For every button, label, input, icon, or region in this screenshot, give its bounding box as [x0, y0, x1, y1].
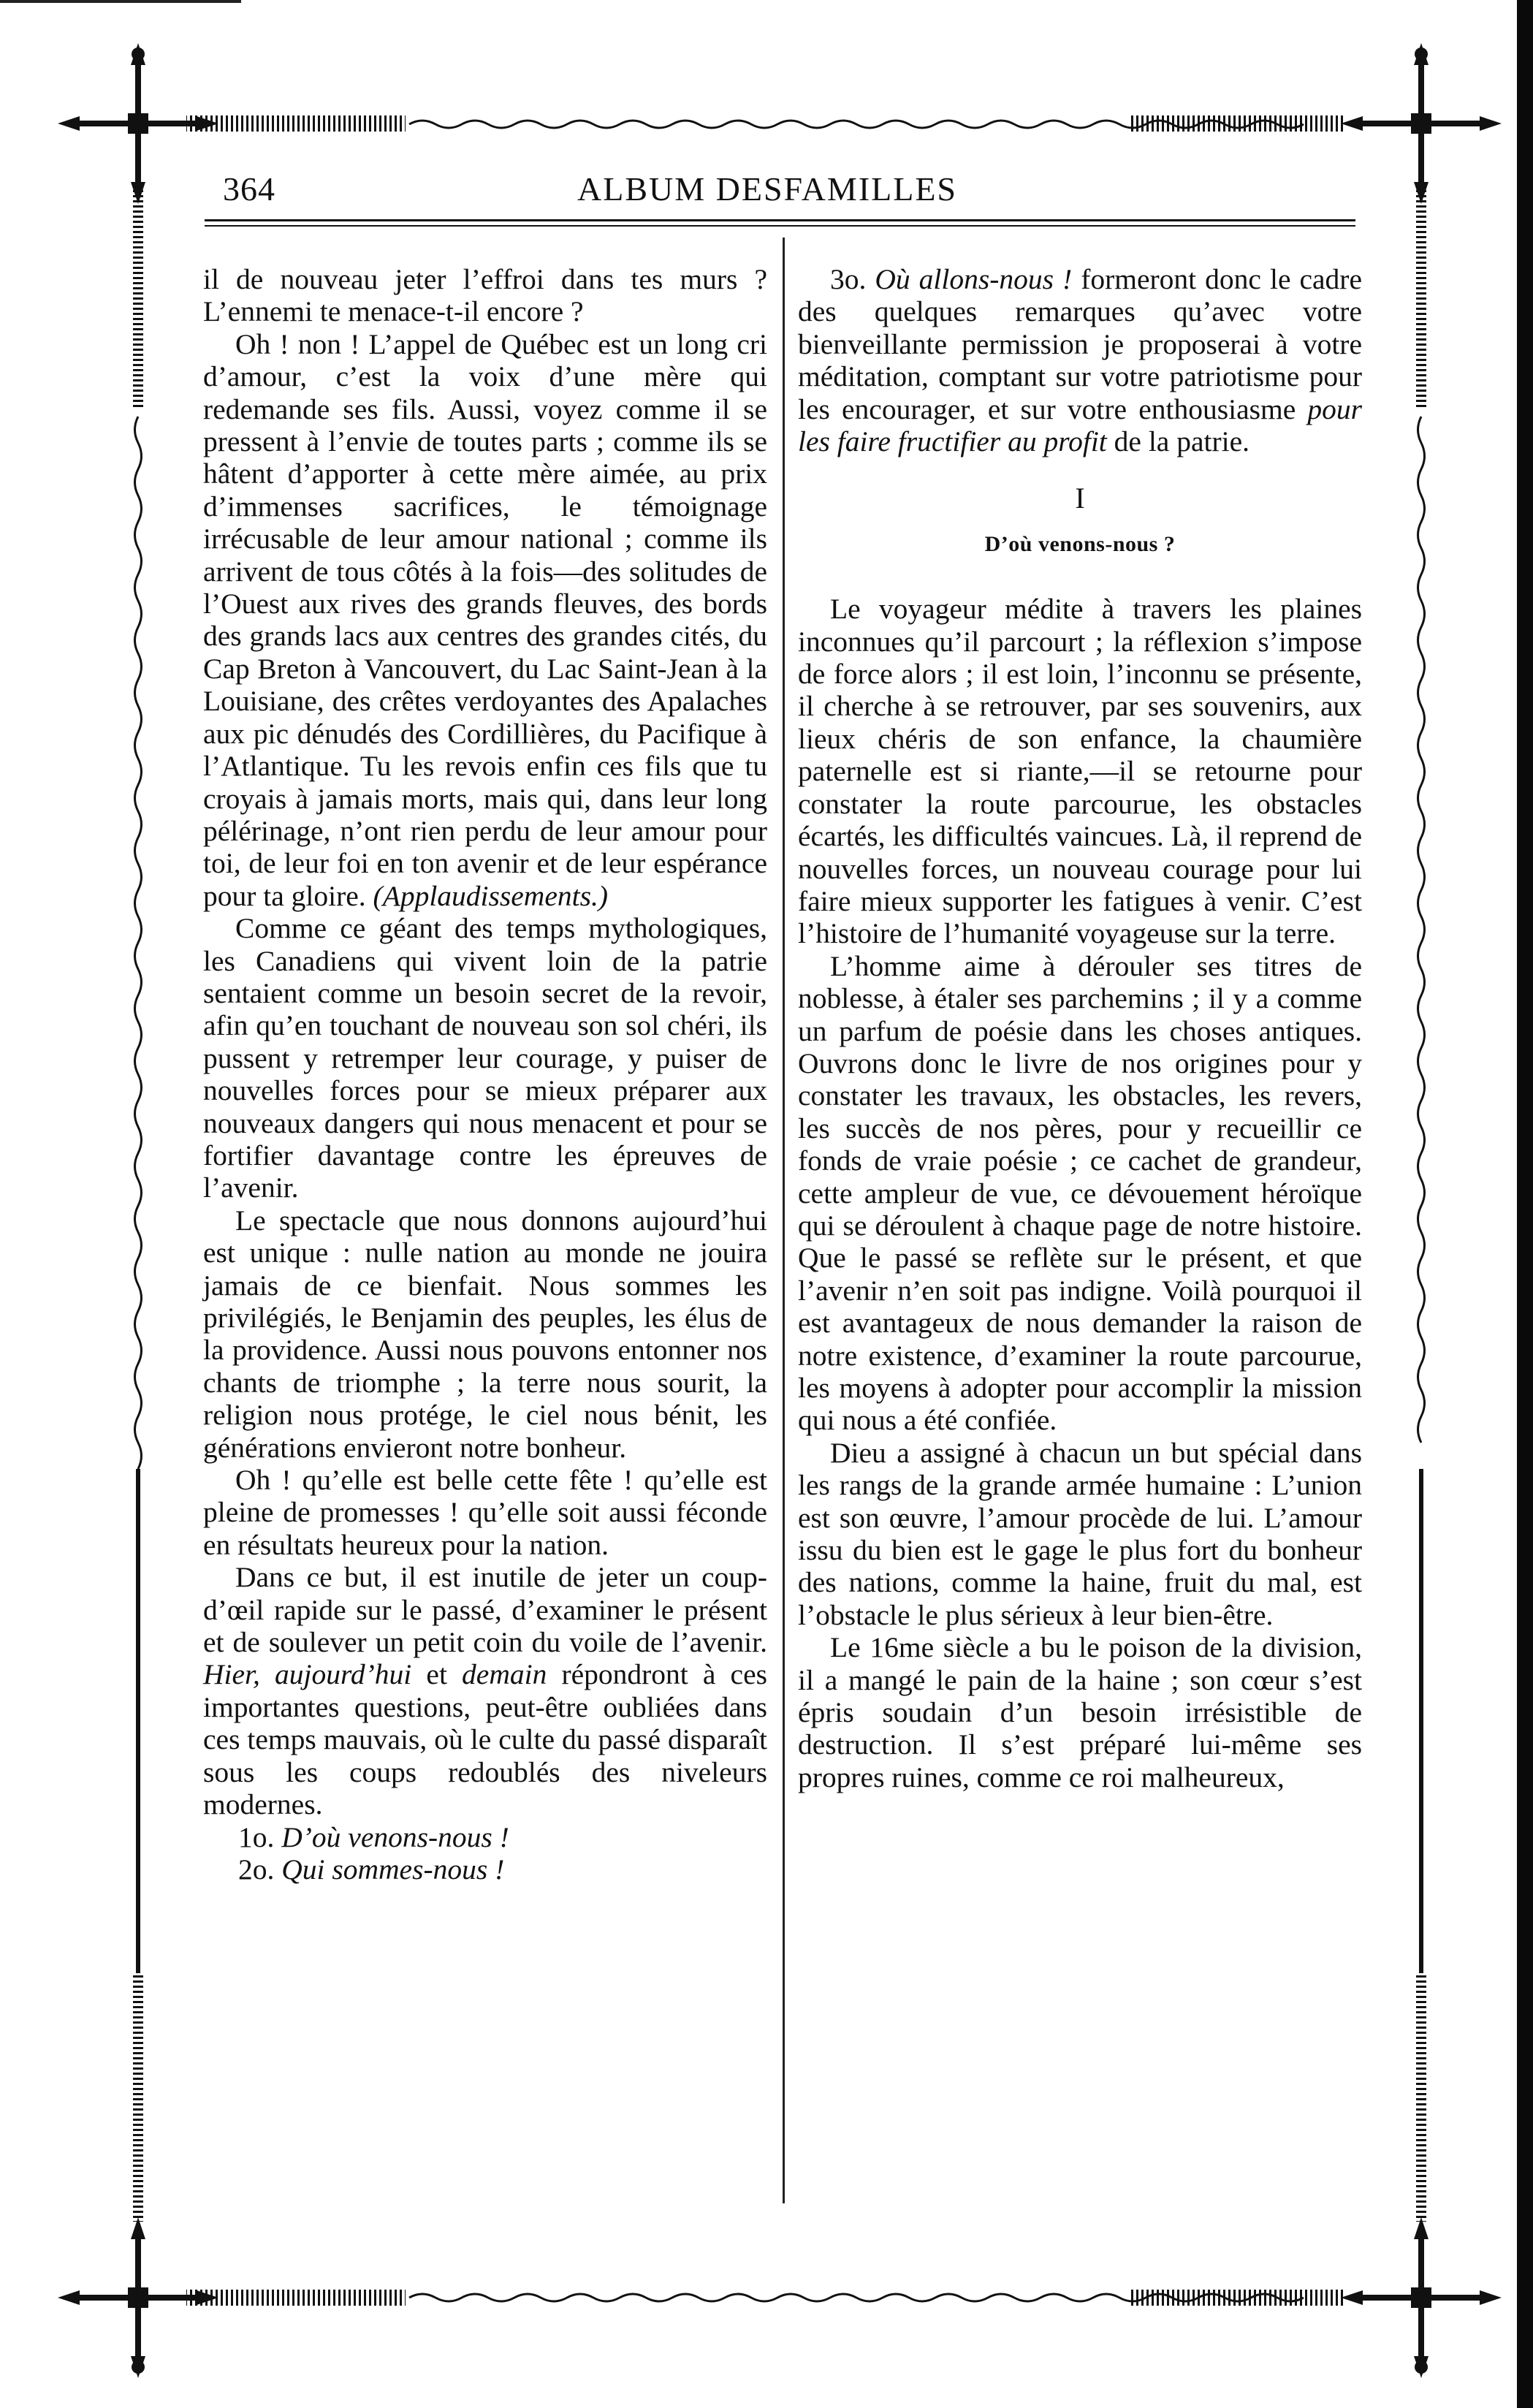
- question-paragraph: [798, 263, 1362, 457]
- paragraph: Comme ce géant des temps mythologiques, les Canadiens qui vivent loin de la patrie sentaient comme un besoin secret de la revoir, afin qu’en touchant de nouveau son sol chéri, ils pussent y retremper leur courage, y puiser de nouvelles forces pour se mieux préparer aux nouveaux dangers qui nous menacent et pour se fortifier davantage contre les épreuves de l’avenir.: [203, 912, 767, 1204]
- paragraph-text: Dans ce but, il est inutile de jeter un coup-d’œil rapide sur le passé, d’examiner le présent et de soulever un petit coin du voile de l’avenir.: [203, 1561, 767, 1659]
- paragraph-text: répondront à ces importantes questions, peut-être oubliées dans ces temps mauvais, où le culte du passé disparaît sous les coups redoublés des niveleurs modernes.: [203, 1658, 767, 1821]
- section-title: D’où venons-nous ?: [984, 531, 1176, 556]
- left-border: [133, 183, 143, 2222]
- question-text: Qui sommes-nous !: [281, 1853, 505, 1885]
- question-number: 3o.: [830, 263, 867, 295]
- question-item: [203, 1853, 767, 1885]
- paragraph-text: et: [426, 1658, 447, 1691]
- paragraph: Le 16me siècle a bu le poison de la division, il a mangé le pain de la haine ; son cœur s’est épris soudain d’un besoin irrésistible de destruction. Il s’est préparé lui-même ses propres ruines, comme ce roi malheureux,: [798, 1631, 1362, 1793]
- question-text: D’où venons-nous !: [281, 1820, 509, 1853]
- emphasis-hier: Hier, aujourd’hui: [203, 1658, 412, 1691]
- paragraph-text: de la patrie.: [1114, 425, 1249, 458]
- paragraph-text: formeront donc le cadre des quelques remarques qu’avec votre bienveillante permission je proposerai à votre méditation, comptant sur votre patriotisme pour les encourager, et sur votre enthousiasme: [798, 263, 1362, 425]
- right-column: [798, 263, 1362, 1793]
- left-column: [203, 263, 767, 1885]
- top-border: [186, 115, 1344, 132]
- header-rule: [205, 219, 1355, 221]
- page-number: 364: [223, 170, 275, 208]
- applause-note: (Applaudissements.): [373, 879, 608, 912]
- paragraph: [203, 328, 767, 912]
- right-border: [1416, 183, 1426, 2222]
- paragraph-continued: il de nouveau jeter l’effroi dans tes murs ? L’ennemi te menace-t-il encore ?: [203, 263, 767, 328]
- question-number: 1o.: [238, 1820, 275, 1853]
- paragraph: Dieu a assigné à chacun un but spécial dans les rangs de la grande armée humaine : L’union est son œuvre, l’amour procède de lui. L’amour issu du bien est le gage le plus fort du bonheur des nations, comme la haine, fruit du mal, est l’obstacle le plus sérieux à leur bien-être.: [798, 1436, 1362, 1631]
- paragraph: L’homme aime à dérouler ses titres de noblesse, à étaler ses parchemins ; il y a comme un parfum de poésie dans les choses antiques. Ouvrons donc le livre de nos origines pour y constater les travaux, les obstacles, les revers, les succès de nos pères, pour y recueillir ce fonds de vraie poésie ; ce cachet de grandeur, cette ampleur de vue, ce dévouement héroïque qui se déroulent à chaque page de notre histoire. Que le passé se reflète sur le présent, et que l’avenir n’en soit pas indigne. Voilà pourquoi il est avantageux de nous demander la raison de notre existence, d’examiner la route parcourue, les moyens à adopter pour accomplir la mission qui nous a été confiée.: [798, 949, 1362, 1437]
- paragraph: Oh ! qu’elle est belle cette fête ! qu’elle est pleine de promesses ! qu’elle soit aussi féconde en résultats heureux pour la nation.: [203, 1464, 767, 1561]
- question-text: Où allons-nous !: [875, 263, 1073, 295]
- corner-ornament-top-right: [1341, 43, 1502, 204]
- running-title: ALBUM DESFAMILLES: [577, 170, 958, 208]
- corner-ornament-bottom-right: [1341, 2217, 1502, 2378]
- question-item: [203, 1821, 767, 1853]
- paragraph: Le spectacle que nous donnons aujourd’hui est unique : nulle nation au monde ne jouira jamais de ce bienfait. Nous sommes les privilégiés, le Benjamin des peuples, les élus de la providence. Aussi nous pouvons entonner nos chants de triomphe ; la terre nous sourit, la religion nous protége, le ciel nous bénit, les générations envieront notre bonheur.: [203, 1204, 767, 1464]
- header-rule-thin: [205, 225, 1355, 227]
- corner-ornament-top-left: [58, 43, 218, 204]
- emphasis-text: pour les faire fructifier au profit: [798, 392, 1363, 458]
- column-divider: [783, 238, 785, 2203]
- bottom-border: [186, 2290, 1344, 2306]
- paragraph: [203, 1561, 767, 1820]
- emphasis-demain: demain: [462, 1658, 547, 1691]
- paragraph: Le voyageur médite à travers les plaines inconnues qu’il parcourt ; la réflexion s’impose de force alors ; il est loin, l’inconnu se présente, il cherche à se retrouver, par ses souvenirs, aux lieux chéris de son enfance, la chaumière paternelle est si riante,—il se retourne pour constater la route parcourue, les obstacles écartés, les difficultés vaincues. Là, il reprend de nouvelles forces, un nouveau courage pour lui faire mieux supporter les fatigues à venir. C’est l’histoire de l’humanité voyageuse sur la terre.: [798, 593, 1362, 950]
- question-number: 2o.: [238, 1853, 275, 1885]
- section-numeral: I: [1075, 482, 1085, 515]
- corner-ornament-bottom-left: [58, 2217, 218, 2378]
- paragraph-text: Oh ! non ! L’appel de Québec est un long cri d’amour, c’est la voix d’une mère qui redemande ses fils. Aussi, voyez comme il se pressent à l’envie de toutes parts ; comme ils se hâtent d’apporter à cette mère aimée, au prix d’immenses sacrifices, le témoignage irrécusable de leur amour national ; comme ils arrivent de tous côtés à la fois—des solitudes de l’Ouest aux rives des grands fleuves, des bords des grands lacs aux centres des grandes cités, du Cap Breton à Vancouvert, du Lac Saint-Jean à la Louisiane, des crêtes verdoyantes des Apalaches aux pic dénudés des Cordillières, du Pacifique à l’Atlantique. Tu les revois enfin ces fils que tu croyais à jamais morts, mais qui, dans leur long pélérinage, n’ont rien perdu de leur amour pour toi, de leur foi en ton avenir et de leur espérance pour ta gloire.: [203, 327, 767, 912]
